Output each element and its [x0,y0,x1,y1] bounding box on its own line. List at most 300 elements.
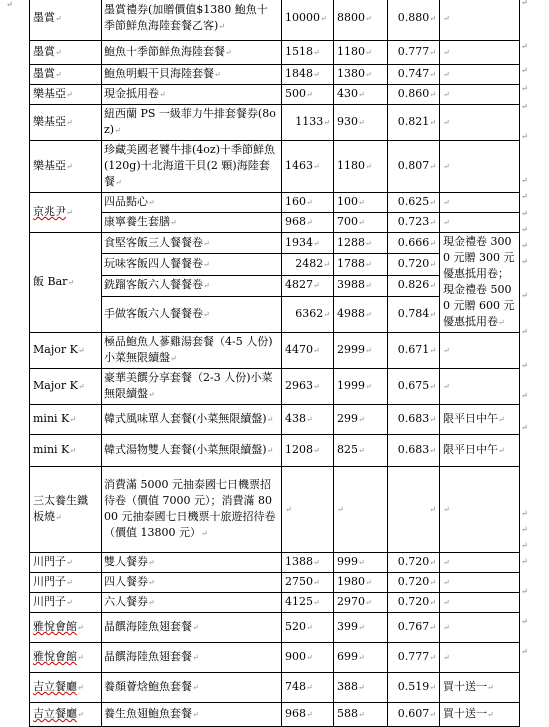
paragraph-mark: ↵ [429,346,436,355]
discount-ratio-cell [388,275,440,296]
original-price-cell [282,703,334,727]
sale-price-cell [334,254,388,275]
paragraph-mark: ↵ [148,198,155,207]
note-cell [440,703,520,727]
paragraph-mark: ↵ [443,623,450,632]
paragraph-mark: ↵ [429,578,436,587]
paragraph-mark: ↵ [266,415,274,424]
original-price-cell [282,593,334,613]
item-cell [102,703,282,727]
sale-price-cell [334,213,388,233]
paragraph-mark: ↵ [114,126,121,135]
paragraph-mark: ↵ [365,281,372,291]
paragraph-mark: ↵ [201,529,208,538]
note-cell-text: 買十送一 [443,680,487,693]
original-price-cell [282,435,334,467]
original-price-cell-text: 1208 [285,443,313,456]
original-price-cell-text: 4125 [285,595,313,608]
paragraph-mark: ↵ [192,710,199,719]
original-price-cell [282,613,334,643]
paragraph-mark: ↵ [66,578,73,587]
sale-price-cell [334,467,388,553]
discount-ratio-cell-text: 0.720 [397,555,430,568]
item-cell [102,643,282,673]
paragraph-mark: ↵ [429,382,436,391]
paragraph-mark: ↵ [429,446,436,455]
note-cell-text: 現金禮卷 3000 元贈 300 元優惠抵用卷；現金禮卷 5000 元贈 600 元優惠抵用卷 [443,235,515,328]
paragraph-mark: ↵ [306,415,313,424]
sale-price-cell-text: 825 [337,443,358,456]
original-price-cell [282,85,334,105]
paragraph-mark: ↵ [358,90,365,99]
shop-cell-text: mini K [33,412,70,425]
paragraph-mark: ↵ [429,70,436,79]
discount-ratio-cell [388,254,440,275]
original-price-cell-text: 10000 [285,11,320,24]
item-cell [102,613,282,643]
shop-cell [30,85,102,105]
original-price-cell-text: 160 [285,195,306,208]
original-price-cell [282,467,334,553]
shop-cell [30,405,102,435]
shop-cell [30,703,102,727]
sale-price-cell [334,0,388,41]
item-cell-text: 手做客飯六人餐餐卷 [104,306,203,320]
sale-price-cell-text: 1180 [337,159,365,172]
paragraph-mark: ↵ [306,198,313,207]
paragraph-mark: ↵ [443,578,450,587]
original-price-cell [282,213,334,233]
shop-cell-text: 樂基亞 [33,87,66,100]
discount-ratio-cell [388,105,440,141]
shop-cell [30,673,102,703]
table-row [30,369,520,405]
row-end-mark: ↵ [521,617,528,626]
original-price-cell-text: 438 [285,412,306,425]
note-cell [440,613,520,643]
shop-cell-text: 川門子 [33,595,66,608]
original-price-cell-text: 2963 [285,379,313,392]
item-cell-text: 消費滿 5000 元抽泰國七日機票招待卷（價值 7000 元）；消費滿 8000 元抽泰國七日機票十旅遊招待卷（價值 13800 元） [104,478,276,539]
paragraph-mark: ↵ [429,415,436,424]
discount-ratio-cell-text: 0.675 [397,379,430,392]
item-cell-text: 韓式湯物雙人套餐(小菜無限續盤) [104,443,267,456]
paragraph-mark: ↵ [358,683,365,692]
paragraph-mark: ↵ [148,598,155,607]
paragraph-mark: ↵ [358,558,365,567]
row-end-mark: ↵ [521,557,528,566]
sale-price-cell-text: 3988 [337,278,365,292]
row-end-mark: ↵ [521,0,528,7]
discount-ratio-cell [388,233,440,254]
note-cell [440,213,520,233]
paragraph-mark: ↵ [443,70,450,79]
item-cell [102,233,282,254]
item-cell [102,65,282,85]
paragraph-mark: ↵ [323,309,330,319]
paragraph-mark: ↵ [443,198,450,207]
note-cell [440,333,520,369]
note-cell [440,193,520,213]
original-price-cell-text: 968 [285,707,306,720]
discount-ratio-cell [388,573,440,593]
sale-price-cell [334,65,388,85]
shop-cell-text: mini K [33,443,70,456]
table-row [30,85,520,105]
discount-ratio-cell [388,141,440,193]
paragraph-mark: ↵ [77,653,84,662]
note-cell-text: 限平日中午 [443,412,498,425]
paragraph-mark: ↵ [358,118,365,127]
item-cell [102,275,282,296]
original-price-cell [282,405,334,435]
note-cell [440,105,520,141]
shop-cell [30,233,102,333]
original-price-cell [282,254,334,275]
item-cell-text: 食堅客飯三人餐餐卷 [104,235,203,249]
paragraph-mark: ↵ [218,22,225,31]
sale-price-cell-text: 1288 [337,235,365,249]
discount-ratio-cell-text: 0.683 [397,412,430,425]
table-row [30,233,520,254]
paragraph-mark: ↵ [192,623,199,632]
note-cell-text: 買十送一 [443,707,487,720]
paragraph-mark: ↵ [77,710,84,719]
item-cell-text: 豪華美饌分享套餐（2-3 人份)小菜無限續盤 [104,371,273,400]
sale-price-cell [334,405,388,435]
shop-cell [30,369,102,405]
table-row [30,573,520,593]
paragraph-mark: ↵ [498,446,505,455]
paragraph-mark: ↵ [306,90,313,99]
discount-ratio-cell-text: 0.860 [397,87,430,100]
original-price-cell [282,275,334,296]
discount-ratio-cell [388,673,440,703]
table-row [30,613,520,643]
discount-ratio-cell [388,613,440,643]
item-cell-text: 現金抵用卷 [104,87,159,100]
paragraph-mark: ↵ [365,162,372,171]
table-row [30,703,520,727]
discount-ratio-cell [388,333,440,369]
shop-cell [30,141,102,193]
sale-price-cell-text: 100 [337,195,358,208]
shop-cell-text: 雅悅會館 [33,620,77,633]
discount-ratio-cell-text: 0.723 [397,215,430,228]
row-end-mark: ↵ [521,257,528,266]
paragraph-mark: ↵ [429,281,436,291]
row-end-mark: ↵ [521,102,528,111]
sale-price-cell-text: 1380 [337,67,365,80]
paragraph-mark: ↵ [266,446,274,455]
discount-ratio-cell [388,593,440,613]
discount-ratio-cell-text: 0.747 [397,67,430,80]
original-price-cell-text: 1848 [285,67,313,80]
item-cell [102,405,282,435]
paragraph-mark: ↵ [443,162,450,171]
paragraph-mark: ↵ [429,558,436,567]
sale-price-cell-text: 1980 [337,575,365,588]
note-cell [440,233,520,333]
row-end-mark: ↵ [521,42,528,51]
paragraph-mark: ↵ [429,118,436,127]
discount-ratio-cell [388,553,440,573]
paragraph-mark: ↵ [313,558,320,567]
item-cell [102,467,282,553]
shop-cell-text: Major K [33,343,78,356]
paragraph-mark: ↵ [429,653,436,662]
paragraph-mark: ↵ [77,346,85,355]
sale-price-cell [334,275,388,296]
paragraph-mark: ↵ [365,14,372,23]
sale-price-cell [334,85,388,105]
sale-price-cell-text: 299 [337,412,358,425]
paragraph-mark: ↵ [443,90,450,99]
paragraph-mark: ↵ [203,309,210,319]
item-cell-text: 珍藏美國老饕牛排(4oz)十季節鮮魚(120g)十北海道干貝(2 顆)海陸套餐 [104,143,275,188]
discount-ratio-cell-text: 0.720 [397,595,430,608]
row-end-mark: ↵ [521,391,528,400]
paragraph-mark: ↵ [429,259,436,269]
shop-cell-text: 三太養生鐵板燒 [33,494,88,523]
sale-price-cell-text: 1788 [337,256,365,270]
paragraph-mark: ↵ [358,415,365,424]
paragraph-mark: ↵ [429,162,436,171]
table-row [30,673,520,703]
row-end-mark: ↵ [521,225,528,234]
item-cell-text: 墨賞禮券(加贈價值$1380 鮑魚十季節鮮魚海陸套餐乙客) [104,3,268,32]
paragraph-mark: ↵ [192,653,199,662]
paragraph-mark: ↵ [429,623,436,632]
original-price-cell-text: 1133 [295,115,324,128]
paragraph-mark: ↵ [159,90,166,99]
original-price-cell [282,141,334,193]
shop-cell [30,41,102,65]
paragraph-mark: ↵ [365,70,372,79]
shop-cell-text: 雅悅會館 [33,650,77,663]
paragraph-mark: ↵ [443,118,450,127]
sale-price-cell-text: 1999 [337,379,365,392]
table-row [30,0,520,41]
shop-cell [30,467,102,553]
table-row [30,213,520,233]
discount-ratio-cell-text: 0.777 [397,45,430,58]
item-cell-text: 韓式風味單人套餐(小菜無限續盤) [104,412,267,425]
paragraph-mark: ↵ [443,218,450,227]
note-cell [440,65,520,85]
paragraph-mark: ↵ [69,415,76,424]
original-price-cell [282,233,334,254]
paragraph-mark: ↵ [306,683,313,692]
shop-cell [30,333,102,369]
discount-ratio-cell-text: 0.821 [397,115,430,128]
sale-price-cell-text: 4988 [337,306,365,320]
discount-ratio-cell-text: 0.880 [397,11,430,24]
original-price-cell-text: 4827 [285,278,313,292]
paragraph-mark: ↵ [148,390,155,399]
item-cell [102,296,282,332]
paragraph-mark: ↵ [358,653,365,662]
original-price-cell [282,105,334,141]
paragraph-mark: ↵ [148,578,155,587]
table-row [30,467,520,553]
shop-cell-text: 京兆尹 [33,205,66,218]
shop-cell [30,193,102,233]
item-cell-text: 銑蹓客飯六人餐餐卷 [104,278,203,292]
paragraph-mark: ↵ [313,346,320,355]
shop-cell [30,65,102,85]
item-cell-text: 紐西蘭 PS 一級菲力牛排套餐券(8oz) [104,107,276,136]
row-end-mark: ↵ [521,176,528,185]
discount-ratio-cell-text: 0.519 [397,680,430,693]
sale-price-cell-text: 2999 [337,343,365,356]
discount-ratio-cell-text: 0.666 [397,235,430,249]
paragraph-mark: ↵ [443,598,450,607]
shop-cell-text: 樂基亞 [33,115,66,128]
sale-price-cell [334,296,388,332]
sale-price-cell-text: 588 [337,707,358,720]
shop-cell-text: 墨賞 [33,67,55,80]
discount-ratio-cell [388,643,440,673]
discount-ratio-cell-text: 0.625 [397,195,430,208]
original-price-cell [282,643,334,673]
paragraph-mark: ↵ [313,162,320,171]
paragraph-mark: ↵ [306,218,313,227]
sale-price-cell-text: 399 [337,620,358,633]
paragraph-mark: ↵ [358,198,365,207]
shop-cell [30,105,102,141]
row-end-mark: ↵ [521,509,528,518]
note-cell [440,643,520,673]
row-end-mark: ↵ [521,132,528,141]
paragraph-mark: ↵ [6,0,13,9]
row-end-mark: ↵ [521,241,528,250]
paragraph-mark: ↵ [225,48,232,57]
item-cell [102,553,282,573]
paragraph-mark: ↵ [443,505,450,514]
paragraph-mark: ↵ [203,238,210,248]
paragraph-mark: ↵ [313,598,320,607]
sale-price-cell [334,333,388,369]
item-cell [102,0,282,41]
item-cell [102,254,282,275]
sale-price-cell [334,703,388,727]
sale-price-cell [334,593,388,613]
row-end-mark: ↵ [521,361,528,370]
item-cell-text: 玩味客飯四人餐餐卷 [104,256,203,270]
item-cell-text: 晶饌海陸魚翅套餐 [104,620,192,633]
item-cell [102,435,282,467]
paragraph-mark: ↵ [313,70,320,79]
table-row [30,41,520,65]
table-row [30,141,520,193]
paragraph-mark: ↵ [487,683,494,692]
item-cell [102,213,282,233]
note-cell [440,369,520,405]
discount-ratio-cell [388,296,440,332]
paragraph-mark: ↵ [306,653,313,662]
item-cell [102,85,282,105]
table-row [30,643,520,673]
paragraph-mark: ↵ [313,382,320,391]
original-price-cell [282,553,334,573]
paragraph-mark: ↵ [313,238,320,248]
paragraph-mark: ↵ [443,14,450,23]
paragraph-mark: ↵ [429,710,436,719]
original-price-cell [282,193,334,213]
paragraph-mark: ↵ [313,446,320,455]
paragraph-mark: ↵ [365,382,372,391]
item-cell-text: 極品鮑魚人蔘雞湯套餐（4-5 人份)小菜無限續盤 [104,335,273,364]
row-end-mark: ↵ [521,291,528,300]
sale-price-cell-text: 700 [337,215,358,228]
original-price-cell [282,0,334,41]
shop-cell [30,613,102,643]
original-price-cell-text: 900 [285,650,306,663]
paragraph-mark: ↵ [203,259,210,269]
shop-cell-text: 吉立餐廳 [33,707,77,720]
original-price-cell-text: 1388 [285,555,313,568]
paragraph-mark: ↵ [77,623,84,632]
paragraph-mark: ↵ [115,178,122,187]
item-cell-text: 鮑魚十季節鮮魚海陸套餐 [104,45,225,58]
original-price-cell-text: 2482 [295,256,324,270]
item-cell [102,141,282,193]
original-price-cell-text: 6362 [295,306,324,320]
discount-ratio-cell [388,405,440,435]
sale-price-cell [334,41,388,65]
row-end-mark: ↵ [521,209,528,218]
discount-ratio-cell-text: 0.826 [397,278,430,292]
paragraph-mark: ↵ [365,309,372,319]
paragraph-mark: ↵ [443,48,450,57]
paragraph-mark: ↵ [323,259,330,269]
paragraph-mark: ↵ [66,162,73,171]
note-cell [440,573,520,593]
item-cell-text: 晶饌海陸魚翅套餐 [104,650,192,663]
item-cell [102,369,282,405]
sale-price-cell [334,643,388,673]
note-cell [440,0,520,41]
paragraph-mark: ↵ [498,415,505,424]
paragraph-mark: ↵ [429,309,436,319]
original-price-cell [282,41,334,65]
discount-ratio-cell [388,193,440,213]
original-price-cell-text: 1518 [285,45,313,58]
paragraph-mark: ↵ [170,354,177,363]
shop-cell [30,435,102,467]
table-row [30,193,520,213]
paragraph-mark: ↵ [358,710,365,719]
note-cell [440,141,520,193]
original-price-cell [282,673,334,703]
row-end-mark: ↵ [521,192,528,201]
paragraph-mark: ↵ [443,653,450,662]
sale-price-cell-text: 2970 [337,595,365,608]
original-price-cell-text: 2750 [285,575,313,588]
sale-price-cell [334,105,388,141]
note-cell [440,673,520,703]
paragraph-mark: ↵ [443,382,450,391]
item-cell-text: 六人餐券 [104,595,148,608]
discount-ratio-cell-text: 0.777 [397,650,430,663]
paragraph-mark: ↵ [313,578,320,587]
row-end-mark: ↵ [521,84,528,93]
item-cell-text: 康寧養生套膳 [104,215,170,228]
discount-ratio-cell-text: 0.767 [397,620,430,633]
original-price-cell-text: 1463 [285,159,313,172]
original-price-cell-text: 520 [285,620,306,633]
